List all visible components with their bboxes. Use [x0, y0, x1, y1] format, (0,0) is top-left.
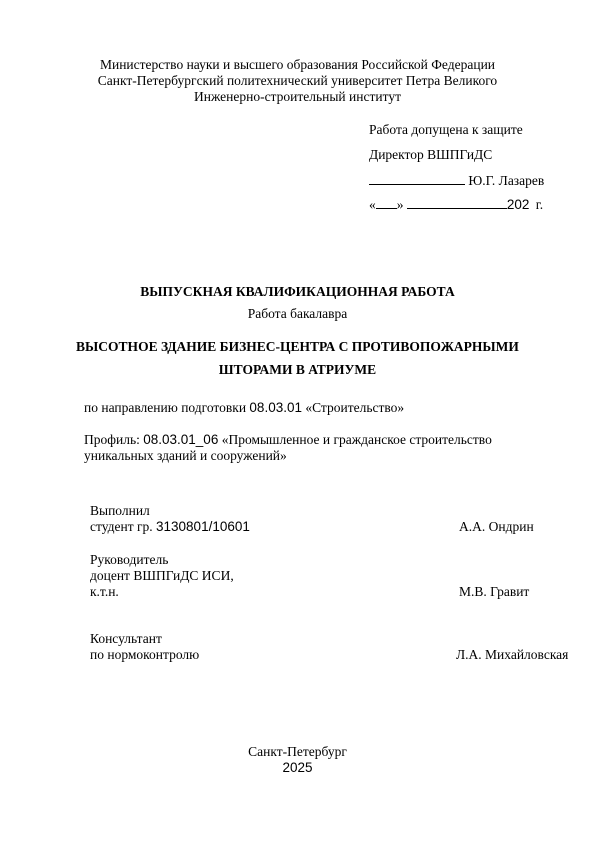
institute-name: Инженерно-строительный институт [194, 89, 401, 104]
student-group: 3130801/10601 [156, 519, 250, 534]
date-year: 202 [506, 197, 530, 212]
supervisor-name: М.В. Гравит [459, 584, 530, 599]
ministry-name: Министерство науки и высшего образования Российской Федерации [99, 57, 496, 72]
topic-line-1: ВЫСОТНОЕ ЗДАНИЕ БИЗНЕС-ЦЕНТРА С ПРОТИВОПОЖАРНЫМИ [76, 339, 519, 354]
direction-code: 08.03.01 [249, 400, 302, 415]
work-type-title: ВЫПУСКНАЯ КВАЛИФИКАЦИОННАЯ РАБОТА [140, 284, 455, 299]
profile-line-1 [84, 432, 492, 448]
direction-name: «Строительство» [301, 400, 405, 415]
consultant-label: Консультант [90, 631, 162, 646]
supervisor-degree: к.т.н. [90, 584, 119, 599]
direction-prefix: по направлению подготовки [84, 400, 250, 415]
profile-name-part-1: «Промышленное и гражданское строительство [218, 432, 492, 447]
student-group-line [90, 519, 250, 535]
month-underline [407, 195, 507, 209]
admission-text: Работа допущена к защите [369, 122, 523, 137]
consultant-role: по нормоконтролю [90, 647, 200, 662]
profile-code: 08.03.01_06 [143, 432, 219, 447]
university-name: Санкт-Петербургский политехнический университет Петра Великого [97, 73, 498, 88]
study-direction [84, 400, 404, 416]
profile-prefix: Профиль: [84, 432, 144, 447]
day-underline [376, 195, 397, 209]
profile-line-2: уникальных зданий и сооружений» [84, 448, 287, 463]
director-position: Директор ВШПГиДС [369, 147, 493, 162]
student-prefix: студент гр. [90, 519, 157, 534]
footer-city: Санкт-Петербург [248, 744, 347, 759]
supervisor-position: доцент ВШПГиДС ИСИ, [90, 568, 234, 583]
date-quote-open: « [369, 197, 376, 212]
director-signature-line [369, 171, 544, 189]
performed-label: Выполнил [90, 503, 150, 518]
approval-date-line [369, 195, 543, 213]
date-year-suffix: г. [535, 197, 544, 212]
signature-underline [369, 171, 465, 185]
supervisor-label: Руководитель [90, 552, 169, 567]
student-name: А.А. Ондрин [459, 519, 534, 534]
date-quote-close: » [396, 197, 404, 212]
topic-line-2: ШТОРАМИ В АТРИУМЕ [218, 362, 377, 377]
degree-type: Работа бакалавра [247, 306, 348, 321]
director-name: Ю.Г. Лазарев [468, 173, 545, 188]
footer-year: 2025 [282, 760, 313, 775]
consultant-name: Л.А. Михайловская [456, 647, 569, 662]
